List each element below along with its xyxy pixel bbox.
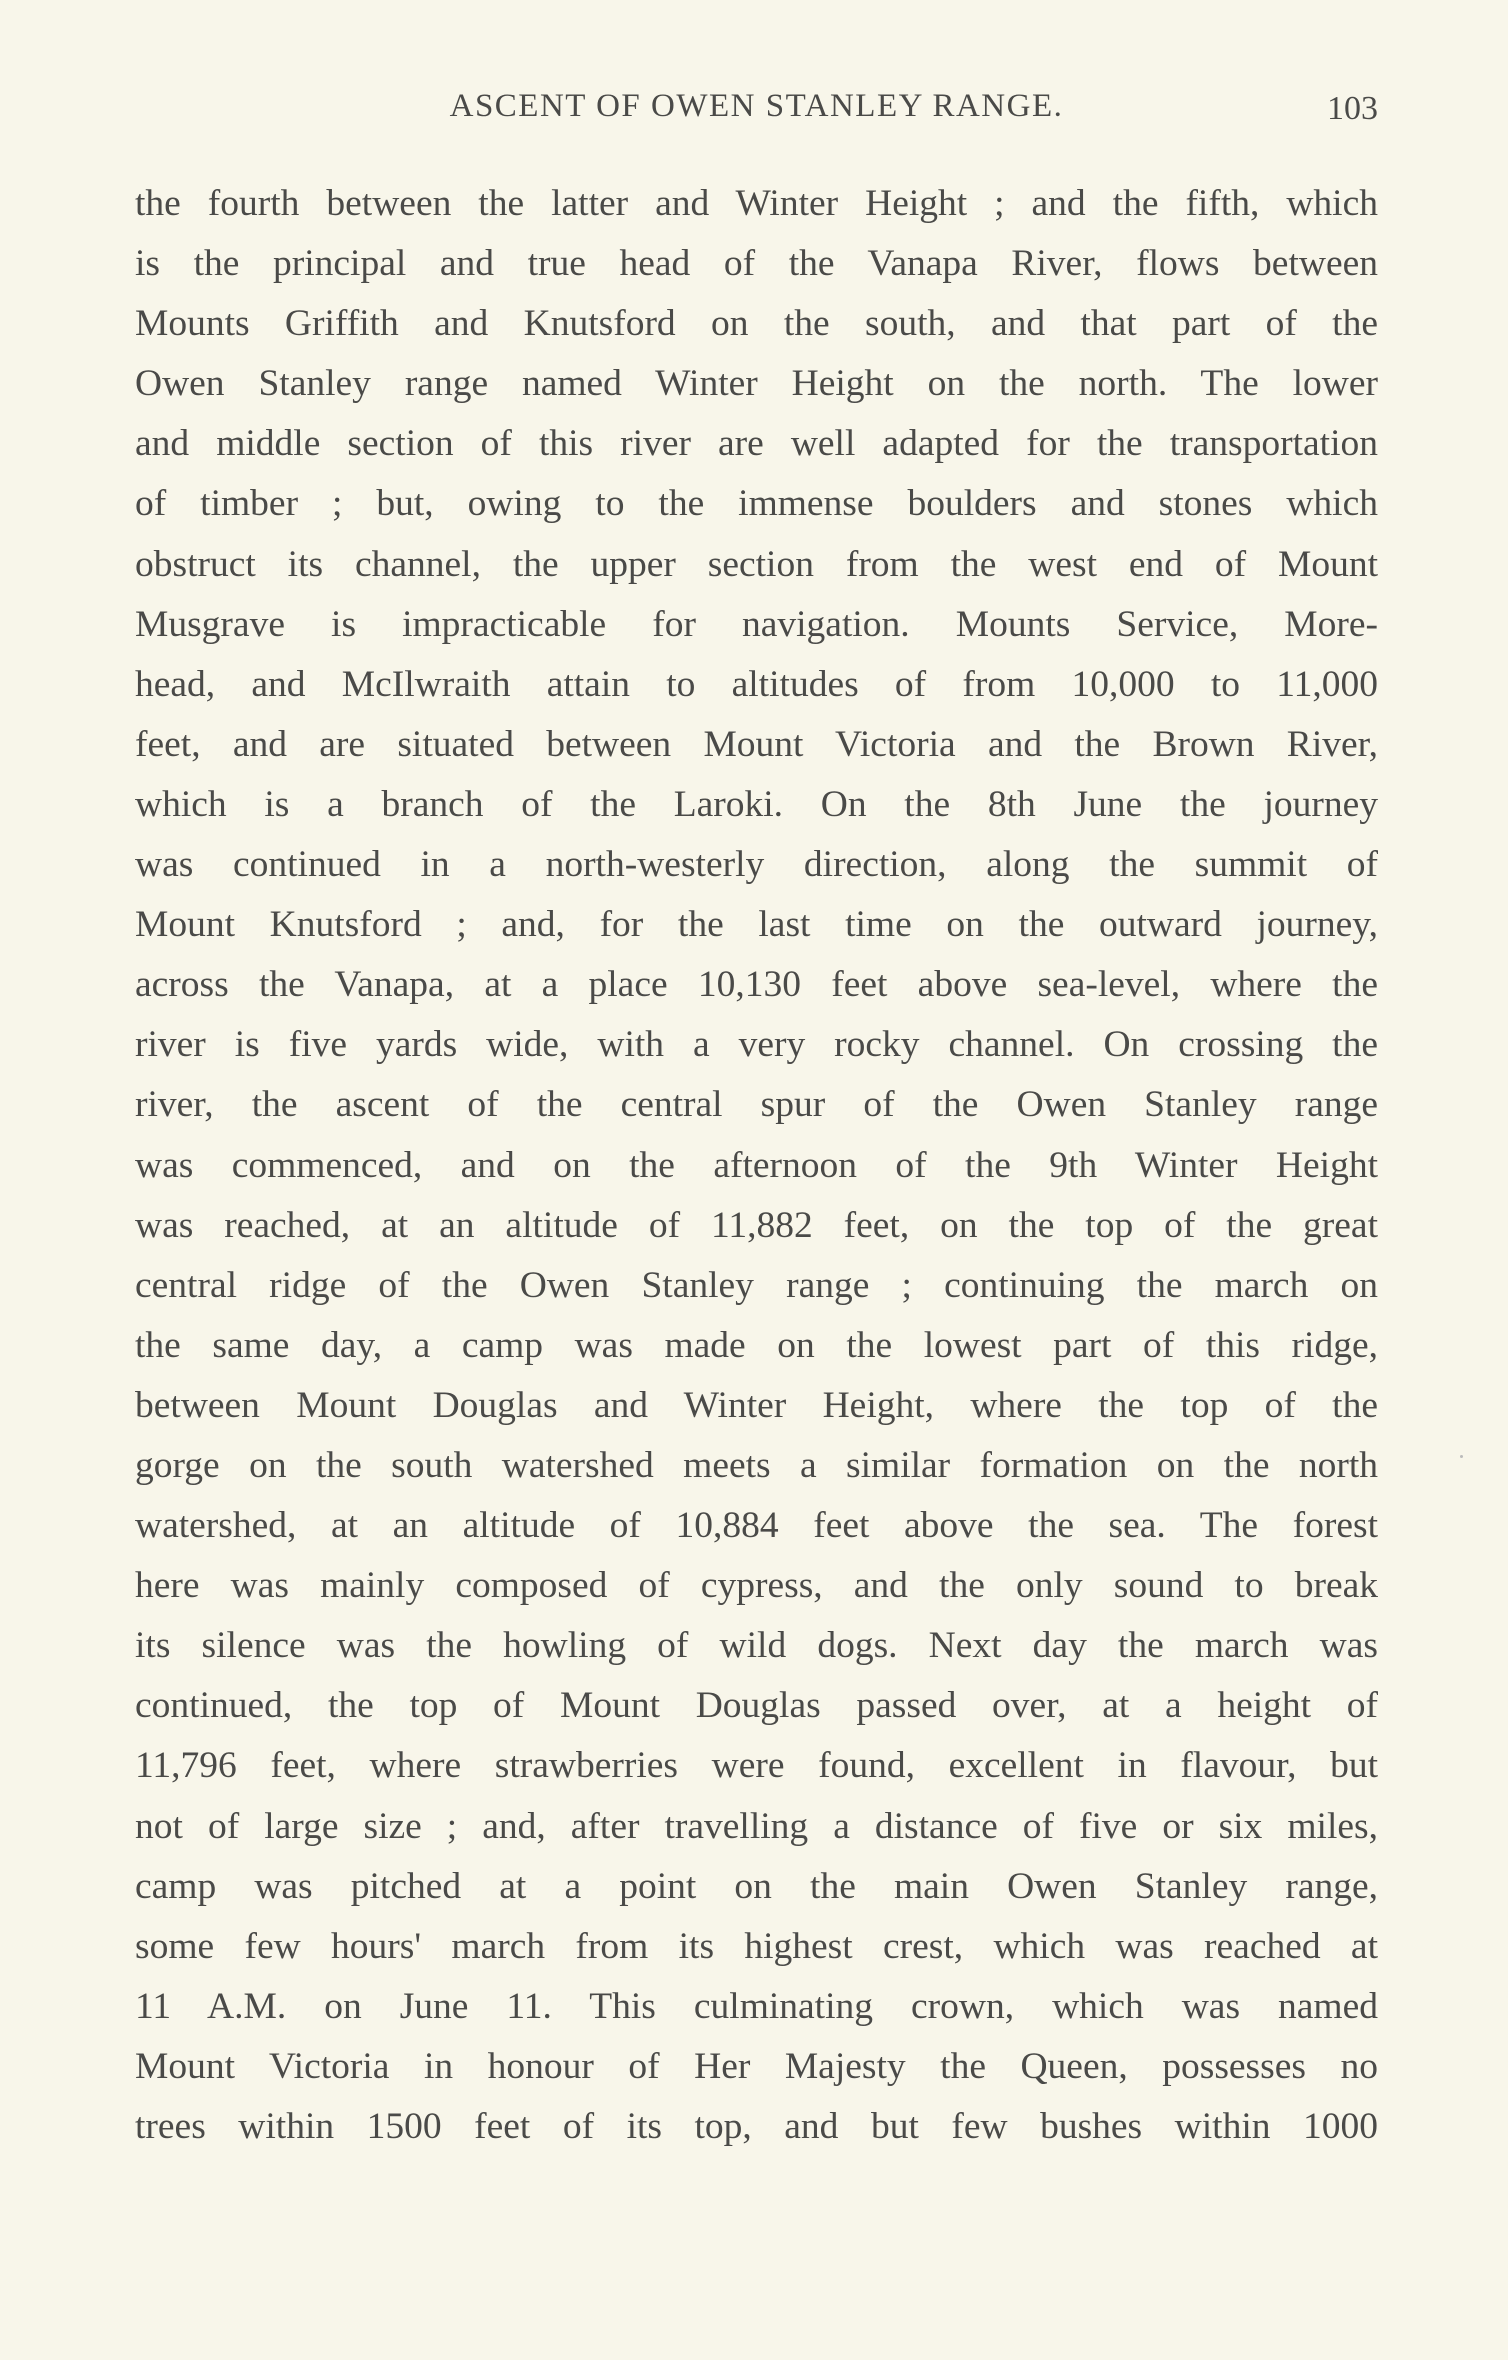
text-line: 11,796 feet, where strawberries were found, excellent in flavour, but — [135, 1745, 1378, 1787]
text-line: was commenced, and on the afternoon of the 9th Winter Height — [135, 1144, 1378, 1186]
text-line: camp was pitched at a point on the main Owen Stanley range, — [135, 1865, 1378, 1907]
text-line: head, and McIlwraith attain to altitudes of from 10,000 to 11,000 — [135, 663, 1378, 705]
body-text — [135, 174, 1378, 2157]
text-line: was continued in a north-westerly direction, along the summit of — [135, 844, 1378, 886]
text-line: central ridge of the Owen Stanley range ; continuing the march on — [135, 1264, 1378, 1306]
text-line: the fourth between the latter and Winter Height ; and the fifth, which — [135, 183, 1378, 224]
text-line: not of large size ; and, after travelling a distance of five or six miles, — [135, 1805, 1378, 1847]
text-line: Mounts Griffith and Knutsford on the south, and that part of the — [135, 303, 1378, 345]
text-line: between Mount Douglas and Winter Height, where the top of the — [135, 1384, 1378, 1426]
text-line: 11 A.M. on June 11. This culminating crown, which was named — [135, 1985, 1378, 2027]
page-header — [135, 88, 1378, 138]
running-title: ASCENT OF OWEN STANLEY RANGE. — [449, 88, 1064, 124]
text-line: and middle section of this river are well adapted for the transportation — [135, 423, 1378, 465]
text-line: here was mainly composed of cypress, and the only sound to break — [135, 1565, 1378, 1607]
text-line: trees within 1500 feet of its top, and but few bushes within 1000 — [135, 2106, 1378, 2147]
text-line: some few hours' march from its highest crest, which was reached at — [135, 1925, 1378, 1967]
text-line: obstruct its channel, the upper section from the west end of Mount — [135, 543, 1378, 585]
text-line: Musgrave is impracticable for navigation. Mounts Service, More- — [135, 603, 1378, 645]
text-line: gorge on the south watershed meets a similar formation on the north — [135, 1444, 1378, 1486]
text-line: of timber ; but, owing to the immense boulders and stones which — [135, 483, 1378, 525]
text-line: its silence was the howling of wild dogs. Next day the march was — [135, 1625, 1378, 1667]
text-line: is the principal and true head of the Vanapa River, flows between — [135, 243, 1378, 285]
scan-speck — [1460, 1455, 1463, 1458]
text-line: feet, and are situated between Mount Victoria and the Brown River, — [135, 723, 1378, 765]
text-line: Owen Stanley range named Winter Height on the north. The lower — [135, 363, 1378, 405]
text-line: river is five yards wide, with a very rocky channel. On crossing the — [135, 1024, 1378, 1066]
page-number: 103 — [1327, 90, 1378, 127]
text-line: watershed, at an altitude of 10,884 feet above the sea. The forest — [135, 1505, 1378, 1547]
text-line: across the Vanapa, at a place 10,130 feet above sea-level, where the — [135, 964, 1378, 1006]
text-line: river, the ascent of the central spur of the Owen Stanley range — [135, 1084, 1378, 1126]
text-line: continued, the top of Mount Douglas passed over, at a height of — [135, 1685, 1378, 1727]
text-line: which is a branch of the Laroki. On the 8th June the journey — [135, 783, 1378, 825]
text-line: the same day, a camp was made on the lowest part of this ridge, — [135, 1324, 1378, 1366]
text-line: Mount Victoria in honour of Her Majesty the Queen, possesses no — [135, 2045, 1378, 2087]
text-line: was reached, at an altitude of 11,882 feet, on the top of the great — [135, 1204, 1378, 1246]
text-line: Mount Knutsford ; and, for the last time on the outward journey, — [135, 904, 1378, 946]
